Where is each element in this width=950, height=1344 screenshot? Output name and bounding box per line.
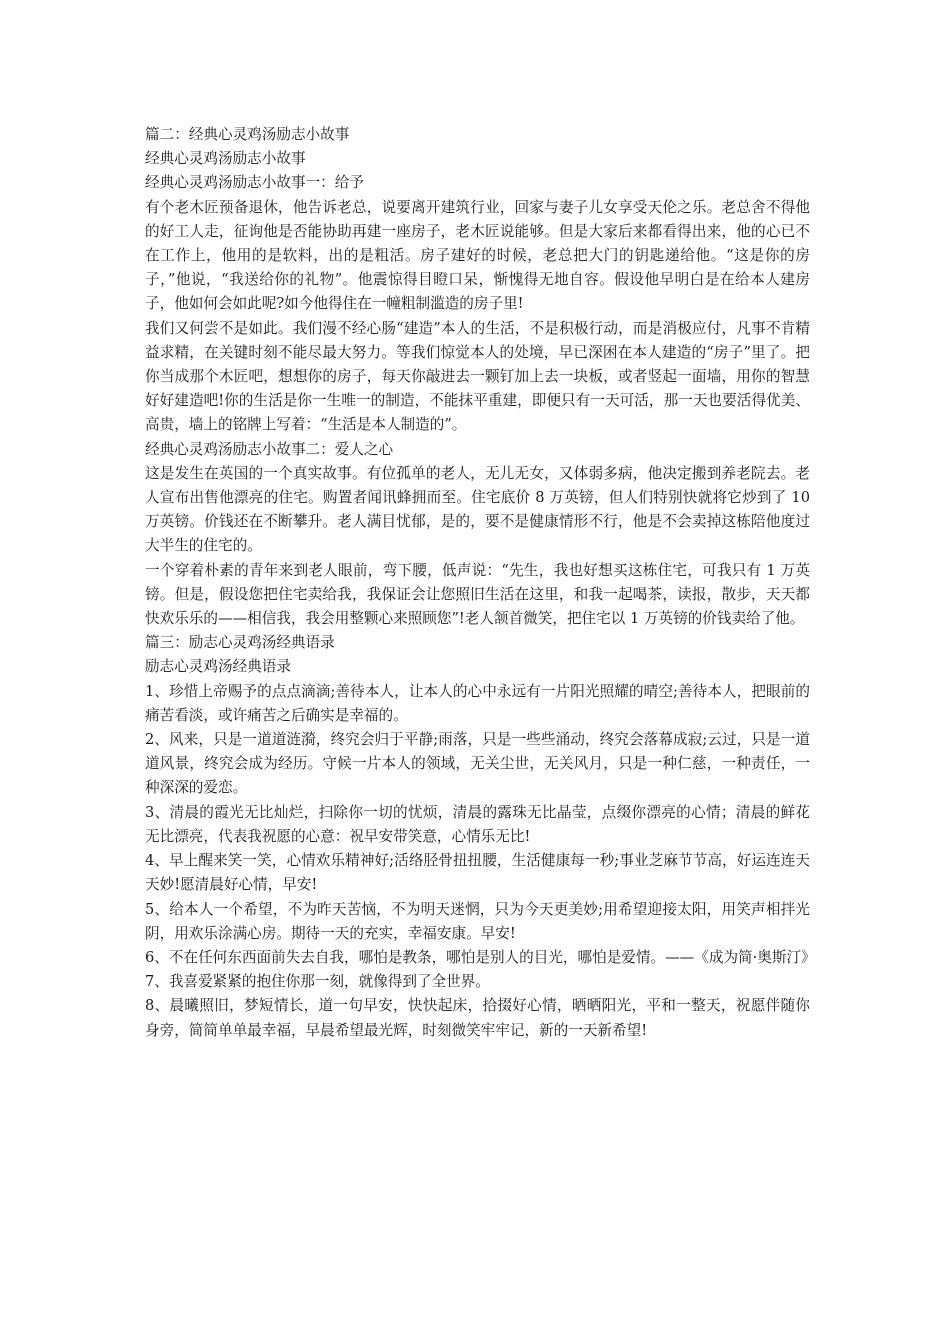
section3-heading: 篇三：励志心灵鸡汤经典语录 [145, 634, 335, 652]
section2-subtitle: 经典心灵鸡汤励志小故事 [145, 150, 306, 168]
quote-item: 6、不在任何东西面前失去自我，哪怕是教条，哪怕是别人的目光，哪怕是爱情。——《成为简·奥斯汀》 [145, 948, 816, 966]
story2-paragraph-1: 这是发生在英国的一个真实故事。有位孤单的老人，无儿无女，又体弱多病，他决定搬到养老院去。老人宣布出售他漂亮的住宅。购置者闻讯蜂拥而至。住宅底价 8 万英镑，但人们特别快就将它炒到了 10 万英镑。价钱还在不断攀升。老人满目忧郁，是的，要不是健康情形不行，他是不会卖掉这栋陪他度过大半生的住宅的。 [145, 464, 810, 555]
document-page [145, 123, 816, 1043]
section3-subtitle: 励志心灵鸡汤经典语录 [145, 658, 291, 676]
quote-item: 5、给本人一个希望，不为昨天苦恼，不为明天迷惘，只为今天更美妙;用希望迎接太阳，用笑声相拌光阴，用欢乐涂满心房。期待一天的充实，幸福安康。早安! [145, 900, 810, 942]
story2-title: 经典心灵鸡汤励志小故事二：爱人之心 [145, 440, 394, 458]
story1-paragraph-2: 我们又何尝不是如此。我们漫不经心肠“建造”本人的生活，不是积极行动，而是消极应付，凡事不肯精益求精，在关键时刻不能尽最大努力。等我们惊觉本人的处境，早已深困在本人建造的“房子”里了。把你当成那个木匠吧，想想你的房子，每天你敲进去一颗钉加上去一块板，或者竖起一面墙，用你的智慧好好建造吧!你的生活是你一生唯一的制造，不能抹平重建，即便只有一天可活，那一天也要活得优美、高贵，墙上的铭牌上写着：“生活是本人制造的”。 [145, 319, 810, 434]
story1-paragraph-1: 有个老木匠预备退休，他告诉老总，说要离开建筑行业，回家与妻子儿女享受天伦之乐。老总舍不得他的好工人走，征询他是否能协助再建一座房子，老木匠说能够。但是大家后来都看得出来，他的心已不在工作上，他用的是软料，出的是粗活。房子建好的时候，老总把大门的钥匙递给他。“这是你的房子，”他说，“我送给你的礼物”。他震惊得目瞪口呆，惭愧得无地自容。假设他早明白是在给本人建房子，他如何会如此呢?如今他得住在一幢粗制滥造的房子里! [145, 198, 810, 313]
quote-item: 7、我喜爱紧紧的抱住你那一刻，就像得到了全世界。 [145, 973, 490, 991]
section2-heading: 篇二：经典心灵鸡汤励志小故事 [145, 126, 350, 143]
story1-title: 经典心灵鸡汤励志小故事一：给予 [145, 174, 364, 192]
quote-item: 4、早上醒来笑一笑，心情欢乐精神好;活络胫骨扭扭腰，生活健康每一秒;事业芝麻节节高，好运连连天天妙!愿清晨好心情，早安! [145, 852, 810, 894]
story2-paragraph-2: 一个穿着朴素的青年来到老人眼前，弯下腰，低声说：“先生，我也好想买这栋住宅，可我只有 1 万英镑。但是，假设您把住宅卖给我，我保证会让您照旧生活在这里，和我一起喝茶，读报，散步，天天都快欢乐乐的——相信我，我会用整颗心来照顾您”!老人颔首微笑，把住宅以 1 万英镑的价钱卖给了他。 [145, 561, 810, 628]
quote-item: 3、清晨的霞光无比灿烂，扫除你一切的忧烦，清晨的露珠无比晶莹，点缀你漂亮的心情；清晨的鲜花无比漂亮，代表我祝愿的心意：祝早安带笑意，心情乐无比! [145, 803, 810, 845]
quote-item: 1、珍惜上帝赐予的点点滴滴;善待本人，让本人的心中永远有一片阳光照耀的晴空;善待本人，把眼前的痛苦看淡，或许痛苦之后确实是幸福的。 [145, 682, 810, 724]
quote-item: 8、晨曦照旧，梦短情长，道一句早安，快快起床，拾掇好心情，晒晒阳光，平和一整天，祝愿伴随你身旁，简简单单最幸福，早晨希望最光辉，时刻微笑牢牢记，新的一天新希望! [145, 997, 810, 1039]
quote-item: 2、风来，只是一道道涟漪，终究会归于平静;雨落，只是一些些涌动，终究会落幕成寂;云过，只是一道道风景，终究会成为经历。守候一片本人的领域，无关尘世，无关风月，只是一种仁慈，一种责任，一种深深的爱恋。 [145, 731, 810, 797]
